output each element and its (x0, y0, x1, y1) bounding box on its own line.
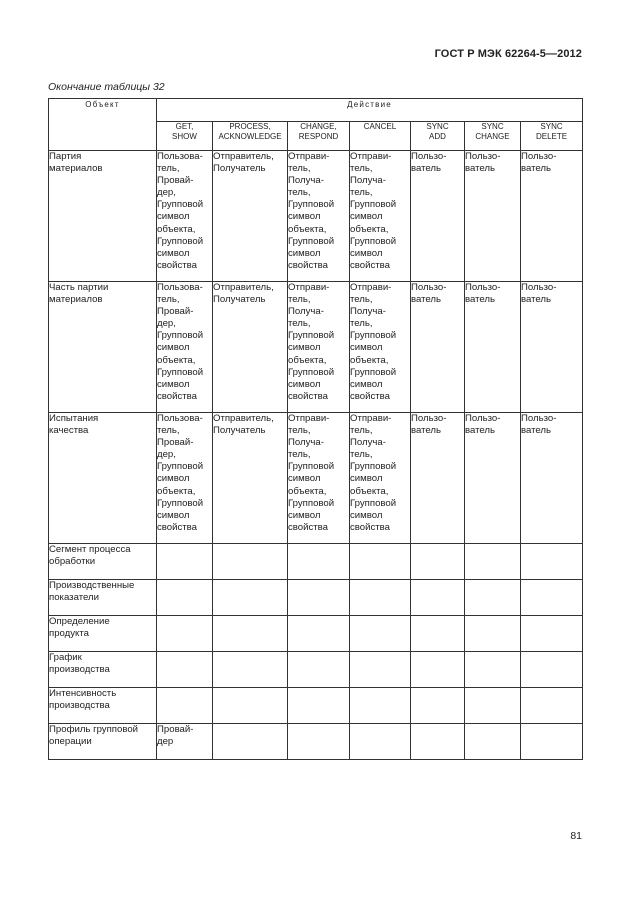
table-cell (350, 544, 411, 580)
table-cell: Отправитель, Получатель (213, 413, 288, 544)
table-cell (157, 544, 213, 580)
table-cell (465, 652, 521, 688)
table-cell (288, 544, 350, 580)
object-cell: Определение продукта (49, 616, 157, 652)
table-cell: Пользо- ватель (465, 151, 521, 282)
data-table (48, 98, 583, 760)
table-cell: Пользо- ватель (411, 282, 465, 413)
table-cell (411, 616, 465, 652)
table-cell: Отправи- тель, Получа- тель, Групповой символ объекта, Групповой символ свойства (350, 413, 411, 544)
table-cell: Отправи- тель, Получа- тель, Групповой символ объекта, Групповой символ свойства (288, 151, 350, 282)
table-cell (350, 724, 411, 760)
table-cell: Пользо- ватель (465, 413, 521, 544)
table-cell (350, 580, 411, 616)
object-cell: Интенсивность производства (49, 688, 157, 724)
column-header: GET, SHOW (157, 122, 213, 151)
table-cell (157, 616, 213, 652)
table-cell (157, 580, 213, 616)
table-cell (465, 724, 521, 760)
table-cell: Отправитель, Получатель (213, 151, 288, 282)
table-cell: Пользова- тель, Провай- дер, Групповой символ объекта, Групповой символ свойства (157, 151, 213, 282)
table-cell (213, 616, 288, 652)
object-cell: Сегмент процесса обработки (49, 544, 157, 580)
page-number: 81 (570, 830, 582, 842)
table-cell (288, 616, 350, 652)
table-cell: Отправи- тель, Получа- тель, Групповой символ объекта, Групповой символ свойства (350, 282, 411, 413)
table-caption: Окончание таблицы 32 (48, 81, 165, 93)
column-header: SYNC ADD (411, 122, 465, 151)
table-cell (213, 544, 288, 580)
table-cell (411, 580, 465, 616)
table-cell (288, 724, 350, 760)
table-cell: Пользо- ватель (411, 151, 465, 282)
column-header: CANCEL (350, 122, 411, 151)
table-row (49, 724, 583, 760)
document-header: ГОСТ Р МЭК 62264-5—2012 (434, 48, 582, 60)
table-row (49, 616, 583, 652)
table-row (49, 580, 583, 616)
table-cell (288, 580, 350, 616)
table-cell: Провай- дер (157, 724, 213, 760)
table-row (49, 413, 583, 544)
table-cell: Пользо- ватель (411, 413, 465, 544)
table-cell (350, 652, 411, 688)
table-cell (521, 580, 583, 616)
table-cell (288, 652, 350, 688)
table-row (49, 688, 583, 724)
table-cell (411, 544, 465, 580)
table-cell (411, 724, 465, 760)
table-cell (521, 688, 583, 724)
table-row (49, 151, 583, 282)
table-cell (465, 616, 521, 652)
table-cell (465, 688, 521, 724)
table-cell: Пользо- ватель (465, 282, 521, 413)
table-cell: Пользова- тель, Провай- дер, Групповой символ объекта, Групповой символ свойства (157, 413, 213, 544)
table-cell (157, 688, 213, 724)
column-header: PROCESS, ACKNOWLEDGE (213, 122, 288, 151)
table-cell (213, 580, 288, 616)
table-cell (411, 652, 465, 688)
table-cell (213, 688, 288, 724)
object-cell: Производственные показатели (49, 580, 157, 616)
table-cell (521, 616, 583, 652)
table-cell: Отправитель, Получатель (213, 282, 288, 413)
table-cell (411, 688, 465, 724)
table-cell: Отправи- тель, Получа- тель, Групповой символ объекта, Групповой символ свойства (288, 282, 350, 413)
table-cell (521, 544, 583, 580)
table-cell (157, 652, 213, 688)
table-cell: Пользо- ватель (521, 151, 583, 282)
table-cell (213, 724, 288, 760)
table-cell (521, 724, 583, 760)
table-cell (465, 580, 521, 616)
table-cell: Пользова- тель, Провай- дер, Групповой символ объекта, Групповой символ свойства (157, 282, 213, 413)
object-cell: Партия материалов (49, 151, 157, 282)
table-cell (350, 616, 411, 652)
table-cell: Отправи- тель, Получа- тель, Групповой символ объекта, Групповой символ свойства (288, 413, 350, 544)
table-row (49, 282, 583, 413)
header-object: Объект (49, 99, 157, 151)
column-header: CHANGE, RESPOND (288, 122, 350, 151)
column-header: SYNC DELETE (521, 122, 583, 151)
table-row (49, 544, 583, 580)
table-cell: Отправи- тель, Получа- тель, Групповой символ объекта, Групповой символ свойства (350, 151, 411, 282)
column-header: SYNC CHANGE (465, 122, 521, 151)
table-cell (465, 544, 521, 580)
object-cell: Часть партии материалов (49, 282, 157, 413)
table-cell (288, 688, 350, 724)
table-cell (350, 688, 411, 724)
table-cell: Пользо- ватель (521, 282, 583, 413)
object-cell: Испытания качества (49, 413, 157, 544)
header-action: Действие (157, 99, 583, 122)
object-cell: Профиль групповой операции (49, 724, 157, 760)
table-cell: Пользо- ватель (521, 413, 583, 544)
table-cell (213, 652, 288, 688)
object-cell: График производства (49, 652, 157, 688)
table-row (49, 652, 583, 688)
table-cell (521, 652, 583, 688)
